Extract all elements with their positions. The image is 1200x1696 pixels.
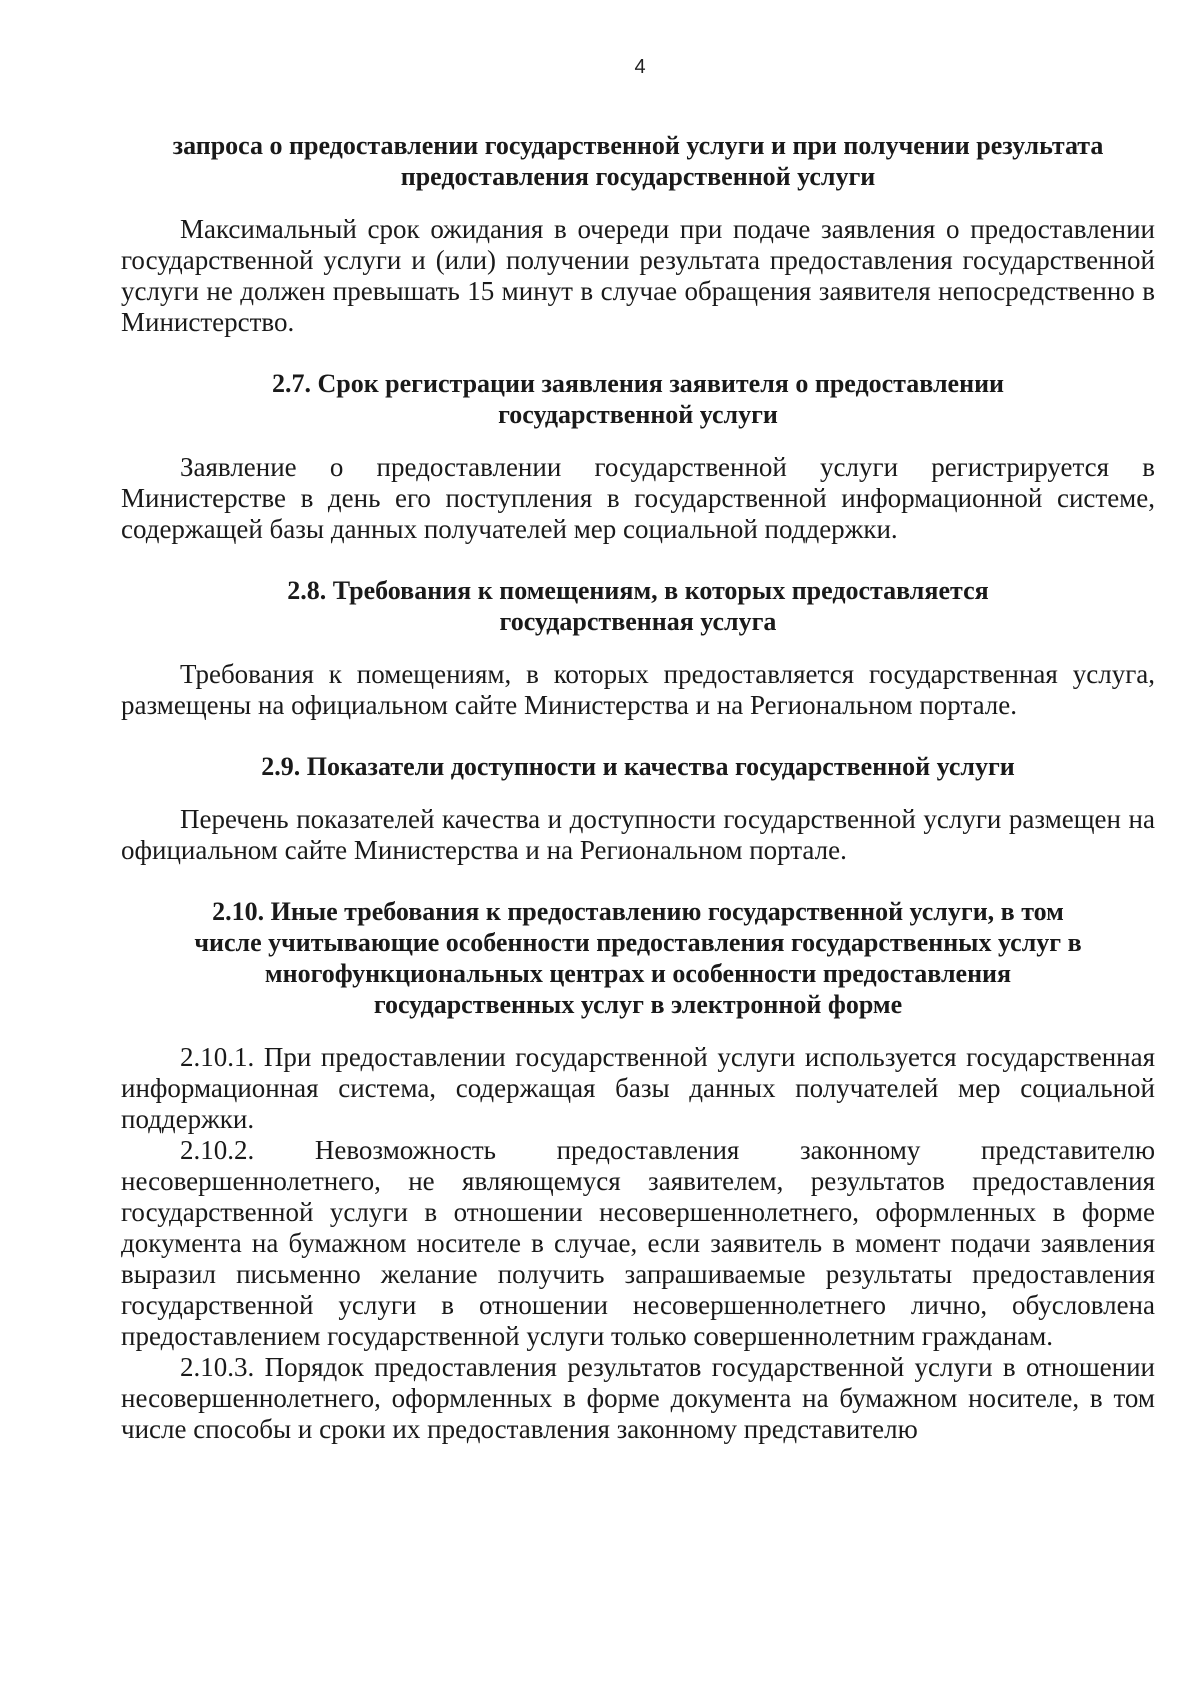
paragraph-2-10-1: 2.10.1. При предоставлении государственной услуги используется государственная информационная система, содержащая базы данных получателей мер социальной поддержки. bbox=[121, 1042, 1155, 1134]
section-heading-continuation bbox=[121, 130, 1155, 192]
paragraph-registration: Заявление о предоставлении государственной услуги регистрируется в Министерстве в день его поступления в государственной информационной системе, содержащей базы данных получателей мер социальной поддержки. bbox=[121, 452, 1155, 544]
heading-line: многофункциональных центрах и особенности предоставления bbox=[264, 959, 1012, 988]
paragraph-premises: Требования к помещениям, в которых предоставляется государственная услуга, размещены на официальном сайте Министерства и на Региональном портале. bbox=[121, 659, 1155, 720]
heading-line: 2.8. Требования к помещениям, в которых предоставляется bbox=[287, 576, 989, 605]
heading-line: 2.7. Срок регистрации заявления заявителя о предоставлении bbox=[271, 369, 1005, 398]
section-heading-2-9 bbox=[121, 751, 1155, 782]
paragraph-quality-indicators: Перечень показателей качества и доступности государственной услуги размещен на официальном сайте Министерства и на Региональном портале. bbox=[121, 804, 1155, 865]
heading-line: государственных услуг в электронной форме bbox=[373, 990, 903, 1019]
paragraph-max-wait-time: Максимальный срок ожидания в очереди при подаче заявления о предоставлении государственной услуги и (или) получении результата предоставления государственной услуги не должен превышать 15 минут в случае обращения заявителя непосредственно в Министерство. bbox=[121, 214, 1155, 337]
document-body bbox=[121, 130, 1155, 1445]
heading-line: государственная услуга bbox=[499, 607, 777, 636]
heading-line: запроса о предоставлении государственной услуги и при получении результата bbox=[172, 131, 1104, 160]
paragraph-2-10-3: 2.10.3. Порядок предоставления результатов государственной услуги в отношении несовершеннолетнего, оформленных в форме документа на бумажном носителе, в том числе способы и сроки их предоставления законному представителю bbox=[121, 1352, 1155, 1444]
page-number: 4 bbox=[634, 56, 646, 78]
section-heading-2-8 bbox=[121, 575, 1155, 637]
heading-line: государственной услуги bbox=[498, 400, 778, 429]
section-heading-2-10 bbox=[121, 896, 1155, 1020]
heading-line: 2.10. Иные требования к предоставлению государственной услуги, в том bbox=[212, 897, 1064, 926]
heading-line: числе учитывающие особенности предоставления государственных услуг в bbox=[194, 928, 1082, 957]
heading-line: 2.9. Показатели доступности и качества государственной услуги bbox=[261, 752, 1015, 781]
section-heading-2-7 bbox=[121, 368, 1155, 430]
paragraph-2-10-2: 2.10.2. Невозможность предоставления законному представителю несовершеннолетнего, не являющемуся заявителем, результатов предоставления государственной услуги в отношении несовершеннолетнего, оформленных в форме документа на бумажном носителе в случае, если заявитель в момент подачи заявления выразил письменно желание получить запрашиваемые результаты предоставления государственной услуги в отношении несовершеннолетнего лично, обусловлена предоставлением государственной услуги только совершеннолетним гражданам. bbox=[121, 1135, 1155, 1351]
heading-line: предоставления государственной услуги bbox=[400, 162, 876, 191]
